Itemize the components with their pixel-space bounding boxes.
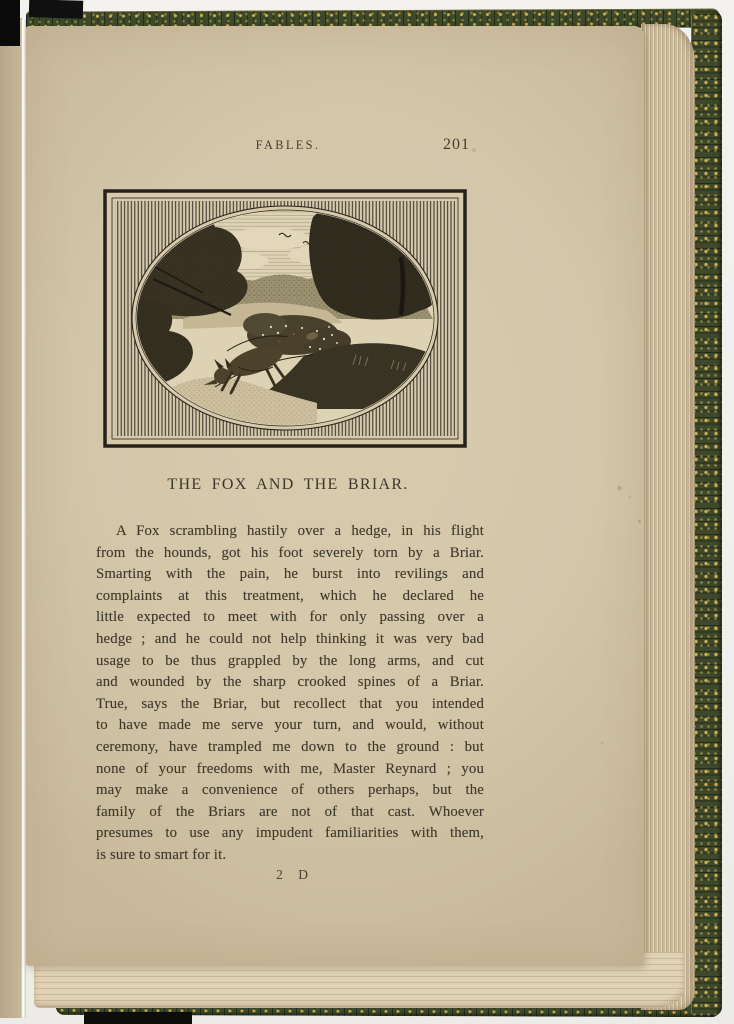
fable-line: may make a convenience of others perhaps, but the xyxy=(96,782,484,799)
fable-line: family of the Briars are not of that cast. Whoever xyxy=(96,803,484,820)
foxing-spot xyxy=(629,496,631,498)
fable-line: to have made me serve your turn, and would, without xyxy=(96,717,484,734)
fable-line: and wounded by the sharp crooked spines of a Briar. xyxy=(96,674,484,691)
fable-line: True, says the Briar, but recollect that you intended xyxy=(96,695,484,712)
fable-line: usage to be thus grappled by the long arms, and cut xyxy=(96,652,484,669)
book-page xyxy=(26,26,644,966)
fable-line: none of your freedoms with me, Master Reynard ; you xyxy=(96,760,484,777)
fable-engraving xyxy=(103,189,467,448)
support-clamp xyxy=(0,0,20,46)
fable-line: complaints at this treatment, which he declared he xyxy=(96,587,484,604)
book-cover-fore-edge xyxy=(691,11,722,1016)
paper-stain xyxy=(472,148,476,152)
support-clamp xyxy=(29,0,83,19)
fable-line: from the hounds, got his foot severely torn by a Briar. xyxy=(96,544,484,561)
fable-body xyxy=(96,521,484,867)
fable-title: THE FOX AND THE BRIAR. xyxy=(167,476,409,493)
foxing-spot xyxy=(601,742,603,744)
page-number: 201 xyxy=(443,136,470,153)
running-head: FABLES. xyxy=(255,138,321,152)
fable-line: is sure to smart for it. xyxy=(96,846,227,863)
foxing-spot xyxy=(638,520,641,523)
fable-line: A Fox scrambling hastily over a hedge, in his flight xyxy=(116,523,484,539)
facing-page-edge xyxy=(0,18,22,1018)
foxing-spot xyxy=(618,486,621,490)
page-edges-fore xyxy=(641,24,695,1010)
fable-line: Smarting with the pain, he burst into revilings and xyxy=(96,566,484,583)
support-clamp xyxy=(84,1012,192,1024)
fable-line: presumes to use any impudent familiarities with them, xyxy=(96,825,484,842)
fable-line: ceremony, have trampled me down to the ground : but xyxy=(96,738,484,755)
fable-line: hedge ; and he could not help thinking it was very bad xyxy=(96,630,484,647)
page-header xyxy=(98,138,478,158)
fable-line: little expected to meet with for only passing over a xyxy=(96,609,484,626)
signature-mark: 2 D xyxy=(276,867,314,882)
